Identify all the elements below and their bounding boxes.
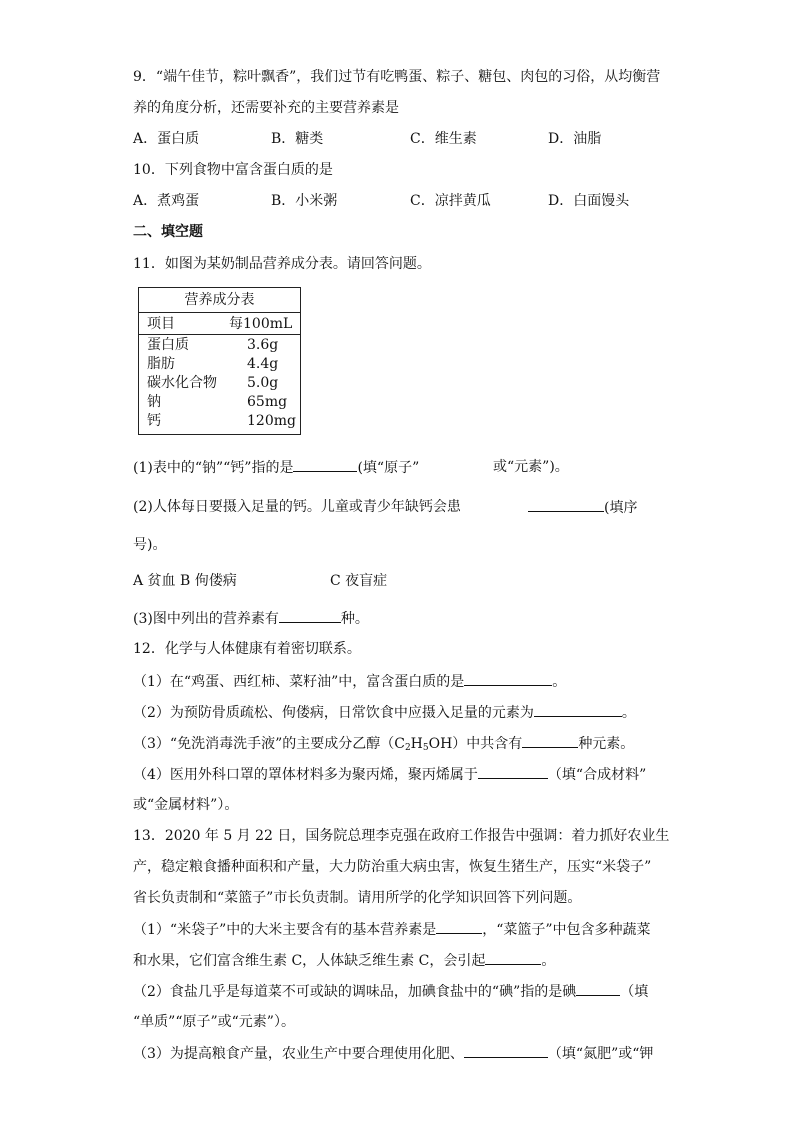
q11-part3 <box>133 608 369 629</box>
q11-part1-hint: (填“原子” <box>357 460 420 476</box>
answer-blank[interactable] <box>522 733 578 748</box>
q12-part3-tail: 种元素。 <box>578 736 635 752</box>
table-divider <box>139 334 300 335</box>
q12-part1-text: （1）在“鸡蛋、西红柿、菜籽油”中，富含蛋白质的是 <box>133 674 465 690</box>
q11-part2-blank-group <box>528 497 637 518</box>
q12-part3 <box>133 733 634 758</box>
q11-part1-text: (1)表中的“钠”“钙”指的是 <box>133 460 294 476</box>
q9-line2: 养的角度分析，还需要补充的主要营养素是 <box>133 100 399 116</box>
q13-part3-hint: （填“氮肥”或“钾 <box>547 1046 654 1062</box>
q9-option-b: B．糖类 <box>271 131 324 147</box>
q11-part2-option-c: C 夜盲症 <box>330 573 388 589</box>
q12-part3-text: （3）“免洗消毒洗手液”的主要成分乙醇（C <box>133 736 405 752</box>
table-divider <box>139 312 300 313</box>
q12-part4 <box>133 764 646 785</box>
answer-blank[interactable] <box>576 981 620 996</box>
q12-part1 <box>133 671 566 692</box>
answer-blank[interactable] <box>464 671 552 686</box>
q13-part1-text3: 和水果，它们富含维生素 C，人体缺乏维生素 C，会引起 <box>133 953 486 969</box>
q13-line2: 产，稳定粮食播种面积和产量，大力防治重大病虫害，恢复生猪生产，压实“米袋子” <box>133 859 652 875</box>
table-row-name: 蛋白质 <box>147 337 189 353</box>
q11-part1 <box>133 457 419 478</box>
q13-line1: 13．2020 年 5 月 22 日，国务院总理李克强在政府工作报告中强调：着力抓好农业生 <box>133 828 670 844</box>
q13-part1-tail: 。 <box>541 953 556 969</box>
q12-part2-text: （2）为预防骨质疏松、佝偻病，日常饮食中应摄入足量的元素为 <box>133 705 534 721</box>
q13-part2-text: （2）食盐几乎是每道菜不可或缺的调味品，加碘食盐中的“碘”指的是碘 <box>133 984 577 1000</box>
q12-part4-hint: （填“合成材料” <box>547 767 647 783</box>
q9-option-c: C．维生素 <box>410 131 477 147</box>
table-row-name: 钠 <box>147 394 161 410</box>
table-row-value: 5.0g <box>247 375 279 391</box>
q13-part2 <box>133 981 648 1002</box>
formula-subscript: 2 <box>404 743 411 753</box>
q13-part1-text2: ，“菜篮子”中包含多种蔬菜 <box>482 922 651 938</box>
table-row-value: 120mg <box>247 413 296 429</box>
q10-option-d: D．白面馒头 <box>548 193 630 209</box>
q9-option-a: A．蛋白质 <box>133 131 200 147</box>
q12-part4-cont: 或“金属材料”）。 <box>133 797 239 813</box>
q12-part3-text2: OH）中共含有 <box>428 736 523 752</box>
q11-part3-tail: 种。 <box>340 611 369 627</box>
q11-part1-hint-tail: 或“元素”)。 <box>493 459 569 475</box>
q9-option-d: D．油脂 <box>548 131 602 147</box>
q11-part3-text: (3)图中列出的营养素有 <box>133 611 279 627</box>
table-row-value: 3.6g <box>247 337 279 353</box>
q13-part1-cont <box>133 950 555 971</box>
q11-line1: 11．如图为某奶制品营养成分表。请回答问题。 <box>133 256 431 272</box>
formula-subscript: 5 <box>422 743 429 753</box>
answer-blank[interactable] <box>485 950 541 965</box>
answer-blank[interactable] <box>528 497 604 512</box>
q11-part2-cont: 号)。 <box>133 537 167 553</box>
table-row-name: 碳水化合物 <box>147 375 217 391</box>
table-row-value: 4.4g <box>247 356 279 372</box>
q12-part4-text: （4）医用外科口罩的罩体材料多为聚丙烯，聚丙烯属于 <box>133 767 478 783</box>
q9-line1: 9．“端午佳节，粽叶飘香”，我们过节有吃鸭蛋、粽子、糖包、肉包的习俗，从均衡营 <box>133 69 661 85</box>
answer-blank[interactable] <box>436 919 482 934</box>
q13-part3 <box>133 1043 653 1064</box>
nutrition-table-title: 营养成分表 <box>184 292 255 308</box>
q11-part2-options-ab: A 贫血 B 佝偻病 <box>133 573 237 589</box>
answer-blank[interactable] <box>478 764 548 779</box>
q13-part1 <box>133 919 651 940</box>
q10-option-b: B．小米粥 <box>271 193 338 209</box>
q11-part2-hint: (填序 <box>604 500 638 516</box>
answer-blank[interactable] <box>534 702 622 717</box>
table-header-item: 项目 <box>147 316 175 332</box>
nutrition-table <box>138 287 301 435</box>
q10-option-a: A．煮鸡蛋 <box>133 193 200 209</box>
table-header-unit: 每100mL <box>229 316 293 332</box>
q12-part1-tail: 。 <box>552 674 567 690</box>
answer-blank[interactable] <box>464 1043 548 1058</box>
table-row-name: 脂肪 <box>147 356 175 372</box>
q12-line1: 12．化学与人体健康有着密切联系。 <box>133 641 361 657</box>
q13-part1-text: （1）“米袋子”中的大米主要含有的基本营养素是 <box>133 922 437 938</box>
formula-part: H <box>410 736 423 752</box>
table-row-name: 钙 <box>147 413 161 429</box>
q13-line3: 省长负责制和“菜篮子”市长负责制。请用所学的化学知识回答下列问题。 <box>133 890 582 906</box>
q11-part2: (2)人体每日要摄入足量的钙。儿童或青少年缺钙会患 <box>133 499 461 515</box>
table-row-value: 65mg <box>247 394 288 410</box>
answer-blank[interactable] <box>279 608 341 623</box>
q10-line1: 10．下列食物中富含蛋白质的是 <box>133 162 333 178</box>
q12-part2-tail: 。 <box>621 705 636 721</box>
q10-option-c: C．凉拌黄瓜 <box>410 193 491 209</box>
q13-part3-text: （3）为提高粮食产量，农业生产中要合理使用化肥、 <box>133 1046 464 1062</box>
q12-part2 <box>133 702 636 723</box>
answer-blank[interactable] <box>293 457 357 472</box>
q13-part2-hint: （填 <box>620 984 649 1000</box>
q13-part2-cont: “单质”“原子”或“元素”）。 <box>133 1014 295 1030</box>
section-title: 二、填空题 <box>133 224 203 240</box>
